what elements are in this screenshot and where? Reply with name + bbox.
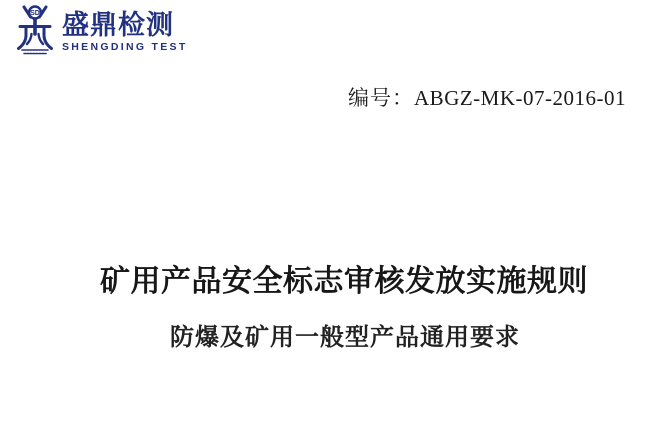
document-number-label: 编号： xyxy=(348,86,415,110)
brand-logo xyxy=(13,4,188,56)
document-number-value: ABGZ-MK-07-2016-01 xyxy=(414,86,626,110)
document-subtitle: 防爆及矿用一般型产品通用要求 xyxy=(170,324,520,351)
shengding-ding-emblem-icon xyxy=(13,4,57,56)
document-number-line xyxy=(348,82,626,112)
brand-name-chinese: 盛鼎检测 xyxy=(62,10,174,40)
brand-wordmark xyxy=(62,11,188,53)
document-title: 矿用产品安全标志审核发放实施规则 xyxy=(100,265,588,298)
brand-name-english: SHENGDING TEST xyxy=(62,41,188,54)
logo-monogram: SD xyxy=(30,10,40,17)
